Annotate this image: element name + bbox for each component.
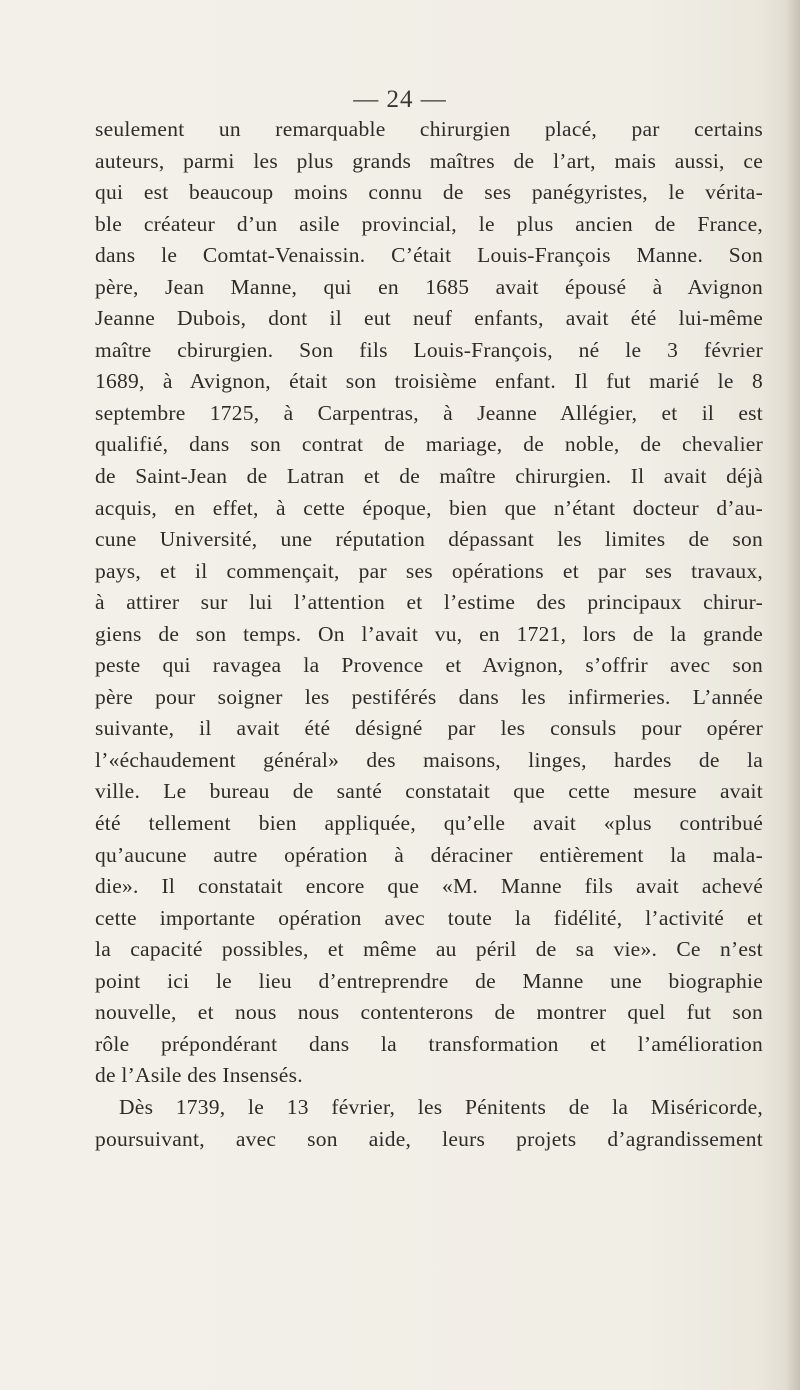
body-text: [95, 114, 763, 1155]
text-line: auteurs, parmi les plus grands maîtres de l’art, mais aussi, ce: [95, 148, 763, 173]
text-line: Jeanne Dubois, dont il eut neuf enfants, avait été lui-même: [95, 306, 763, 331]
text-line: 1689, à Avignon, était son troisième enfant. Il fut marié le 8: [95, 369, 763, 394]
text-line: dans le Comtat-Venaissin. C’était Louis-François Manne. Son: [95, 243, 763, 268]
text-line: à attirer sur lui l’attention et l’estime des principaux chirur-: [95, 590, 763, 615]
text-line: ble créateur d’un asile provincial, le plus ancien de France,: [95, 211, 763, 236]
text-line: qu’aucune autre opération à déraciner entièrement la mala-: [95, 842, 763, 867]
text-line: père, Jean Manne, qui en 1685 avait épousé à Avignon: [95, 274, 763, 299]
text-line: cette importante opération avec toute la fidélité, l’activité et: [95, 905, 763, 930]
text-line: point ici le lieu d’entreprendre de Manne une biographie: [95, 968, 763, 993]
text-line: septembre 1725, à Carpentras, à Jeanne Allégier, et il est: [95, 400, 763, 425]
text-line: acquis, en effet, à cette époque, bien que n’étant docteur d’au-: [95, 495, 763, 520]
text-line: qualifié, dans son contrat de mariage, de noble, de chevalier: [95, 432, 763, 457]
page-edge-shadow: [786, 0, 800, 1390]
text-line: qui est beaucoup moins connu de ses panégyristes, le vérita-: [95, 180, 763, 205]
text-line: de Saint-Jean de Latran et de maître chirurgien. Il avait déjà: [95, 464, 763, 489]
text-line: peste qui ravagea la Provence et Avignon, s’offrir avec son: [95, 653, 763, 678]
text-line: été tellement bien appliquée, qu’elle avait «plus contribué: [95, 811, 763, 836]
text-line: de l’Asile des Insensés.: [95, 1063, 303, 1088]
paragraph-1: [95, 114, 763, 1092]
text-line: suivante, il avait été désigné par les consuls pour opérer: [95, 716, 763, 741]
text-line: nouvelle, et nous nous contenterons de montrer quel fut son: [95, 1000, 763, 1025]
text-line: pays, et il commençait, par ses opérations et par ses travaux,: [95, 558, 763, 583]
paragraph-2: [95, 1092, 763, 1155]
text-line: rôle prépondérant dans la transformation et l’amélioration: [95, 1031, 763, 1056]
text-line: l’«échaudement général» des maisons, linges, hardes de la: [95, 747, 763, 772]
text-line: seulement un remarquable chirurgien placé, par certains: [95, 117, 763, 141]
text-line: la capacité possibles, et même au péril de sa vie». Ce n’est: [95, 937, 763, 962]
text-line: giens de son temps. On l’avait vu, en 1721, lors de la grande: [95, 621, 763, 646]
text-line: ville. Le bureau de santé constatait que cette mesure avait: [95, 779, 763, 804]
text-line: poursuivant, avec son aide, leurs projets d’agrandissement: [95, 1126, 763, 1151]
page-number: — 24 —: [353, 86, 447, 113]
text-line: cune Université, une réputation dépassant les limites de son: [95, 527, 763, 552]
text-line: die». Il constatait encore que «M. Manne fils avait achevé: [95, 874, 763, 899]
text-line: maître cbirurgien. Son fils Louis-François, né le 3 février: [95, 337, 763, 362]
text-line: père pour soigner les pestiférés dans les infirmeries. L’année: [95, 684, 763, 709]
text-line: Dès 1739, le 13 février, les Pénitents de la Miséricorde,: [119, 1094, 763, 1119]
